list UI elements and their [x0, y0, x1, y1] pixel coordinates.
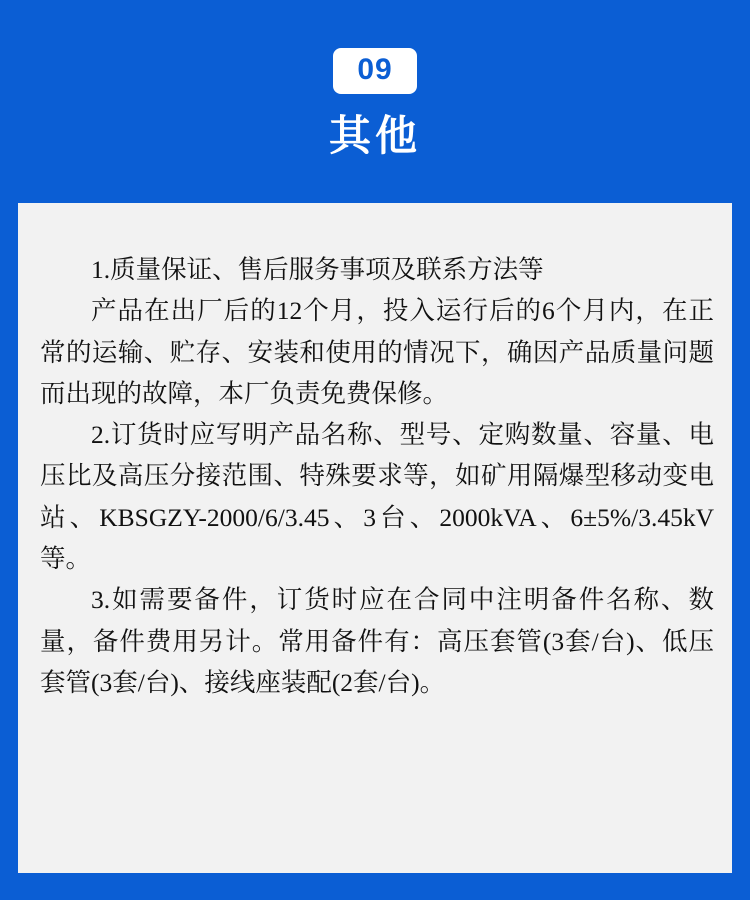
- paragraph-3: 2.订货时应写明产品名称、型号、定购数量、容量、电压比及高压分接范围、特殊要求等，如矿用隔爆型移动变电站、KBSGZY-2000/6/3.45、3台、2000kVA、6±5%/3.45kV等。: [40, 420, 714, 574]
- page-header: [0, 0, 750, 160]
- section-number-badge: 09: [333, 48, 416, 94]
- page-title: 其他: [328, 114, 421, 160]
- paragraph-4: 3.如需要备件，订货时应在合同中注明备件名称、数量，备件费用另计。常用备件有：高压套管(3套/台)、低压套管(3套/台)、接线座装配(2套/台)。: [40, 585, 714, 697]
- content-body: [40, 249, 714, 703]
- paragraph-1: 1.质量保证、售后服务事项及联系方法等: [91, 255, 544, 284]
- paragraph-2: 产品在出厂后的12个月，投入运行后的6个月内，在正常的运输、贮存、安装和使用的情况下，确因产品质量问题而出现的故障，本厂负责免费保修。: [40, 296, 714, 408]
- content-card: [18, 203, 732, 873]
